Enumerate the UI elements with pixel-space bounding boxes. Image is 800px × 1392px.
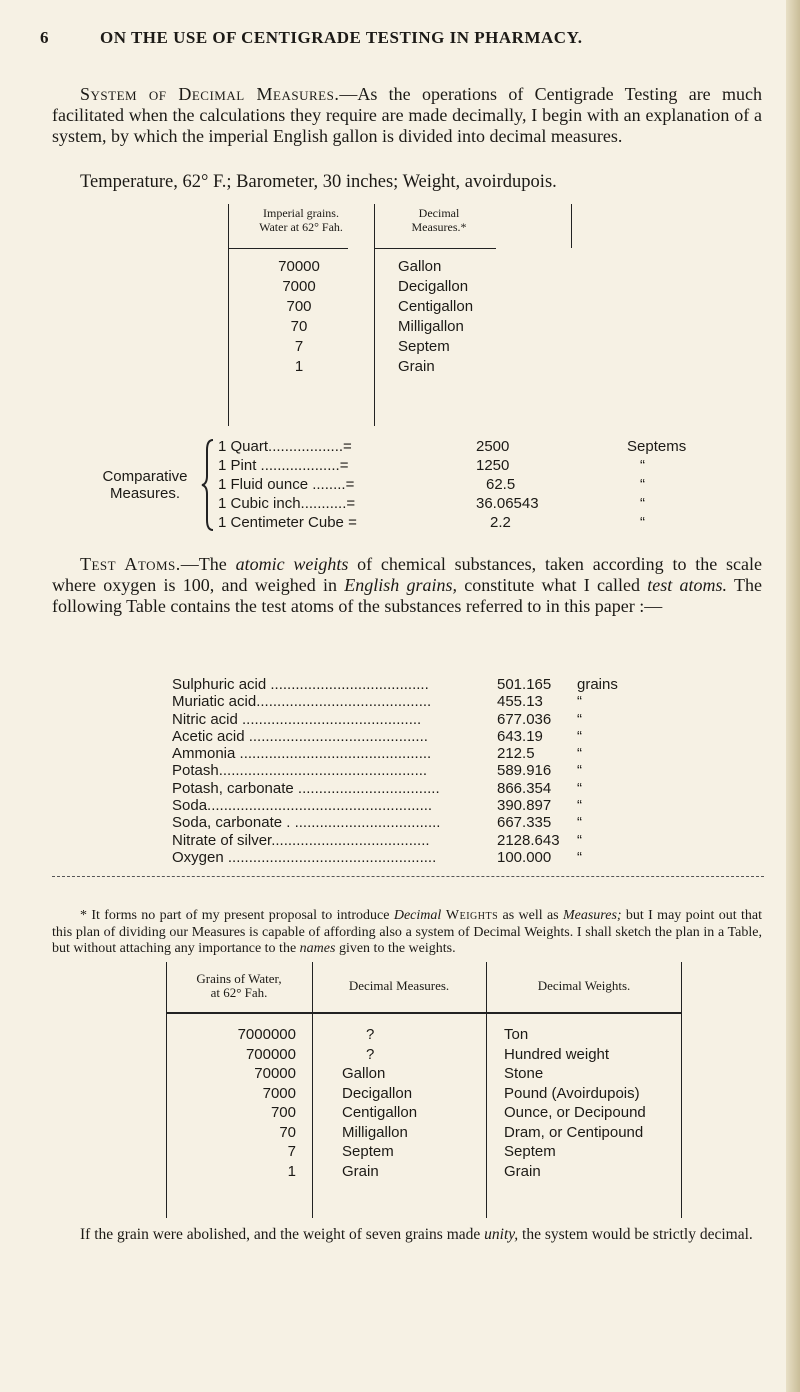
- comparative-value: 36.06543: [476, 495, 539, 512]
- table1-measure: Septem: [398, 338, 450, 355]
- text: but I may point out that this plan of dividing our Measures is capable of affording also a system of Decimal Weights. I shall sketch the plan in a Table, but without attaching any importance to the: [52, 908, 762, 956]
- text: —The: [180, 554, 236, 574]
- table2-weight: Stone: [504, 1065, 544, 1082]
- comparative-item: 1 Centimeter Cube =: [218, 514, 357, 531]
- atom-row: [172, 745, 692, 762]
- emphasis: Measures;: [562, 908, 622, 923]
- table1-measure: Milligallon: [398, 318, 464, 335]
- header-line: Imperial grains.: [263, 206, 339, 220]
- comparative-unit: “: [640, 495, 645, 512]
- atom-name: Acetic acid ...........................................: [172, 727, 428, 745]
- emphasis: names: [299, 941, 336, 956]
- footnote: [52, 908, 762, 958]
- table1-measure: Grain: [398, 358, 435, 375]
- atom-unit: “: [577, 831, 582, 849]
- table1-col1-header: [228, 206, 374, 234]
- atom-unit: “: [577, 710, 582, 728]
- text: given to the weights.: [335, 941, 456, 956]
- intro-paragraph: [52, 84, 762, 147]
- table2-weight: Dram, or Centipound: [504, 1123, 644, 1141]
- atom-unit: “: [577, 762, 582, 780]
- table2-grains: 70000: [254, 1065, 296, 1082]
- text: The following Table contains the test atoms of the substances referred to in this paper :—: [52, 575, 762, 616]
- text: of chemical substances, taken according to the scale where oxygen is 100, and weighed in: [52, 554, 762, 595]
- atom-name: Soda......................................................: [172, 797, 433, 815]
- emphasis: atomic weights: [235, 554, 349, 574]
- atom-value: 455.13: [497, 693, 543, 711]
- atom-unit: grains: [577, 676, 618, 693]
- table1-grains: 7: [294, 338, 304, 355]
- atom-value: 501.165: [497, 676, 552, 693]
- comparative-unit: “: [640, 457, 645, 474]
- emphasis: Decimal: [393, 908, 442, 923]
- table2-weight: Hundred weight: [504, 1045, 610, 1063]
- comparative-item: 1 Quart..................=: [218, 438, 352, 455]
- table2-measure: Decigallon: [342, 1084, 413, 1102]
- atom-row: [172, 693, 692, 710]
- comparative-item: 1 Pint ...................=: [218, 457, 349, 474]
- table2-measure: Milligallon: [342, 1123, 408, 1141]
- atom-name: Potash..................................................: [172, 762, 428, 780]
- header-line: Measures.*: [411, 220, 467, 234]
- header-line: Decimal: [418, 206, 460, 220]
- label-line: Measures.: [109, 485, 181, 502]
- comparative-value: 1250: [476, 457, 510, 474]
- atom-unit: “: [577, 797, 582, 815]
- label-line: Comparative: [102, 468, 188, 485]
- atom-row: [172, 849, 692, 866]
- test-atoms-table: [172, 676, 692, 866]
- table1-grains: 700: [286, 298, 312, 315]
- table2-weight: Ounce, or Decipound: [504, 1104, 646, 1121]
- text: It forms no part of my present proposal to introduce: [87, 908, 394, 923]
- table2-grains: 7: [287, 1143, 296, 1160]
- table2-col1-header: [166, 972, 312, 1000]
- table1-measure: Decigallon: [398, 278, 469, 295]
- comparative-value: 2500: [476, 438, 510, 455]
- atom-value: 643.19: [497, 727, 543, 745]
- text: Weights: [441, 908, 499, 923]
- table2-measure: Septem: [342, 1143, 394, 1160]
- atom-name: Nitric acid ...........................................: [172, 710, 422, 728]
- test-atoms-paragraph: [52, 554, 762, 617]
- curly-brace-icon: [200, 438, 216, 532]
- comparative-label: [90, 468, 200, 502]
- table2-col3-header: Decimal Weights.: [537, 978, 631, 993]
- table1-grains: 7000: [282, 278, 316, 295]
- atom-row: [172, 832, 692, 849]
- atom-name: Sulphuric acid ......................................: [172, 676, 429, 693]
- comparative-value: 62.5: [486, 476, 516, 493]
- table1-grains: 70000: [278, 258, 320, 275]
- table1-measure: Gallon: [398, 258, 442, 275]
- emphasis: English grains,: [344, 575, 458, 595]
- comparative-unit: “: [640, 514, 645, 531]
- table2-measure: ?: [366, 1045, 375, 1063]
- table2-measure: Gallon: [342, 1065, 386, 1082]
- emphasis: unity,: [484, 1226, 519, 1243]
- atom-unit: “: [577, 693, 582, 711]
- atom-row: [172, 728, 692, 745]
- running-header: [40, 28, 770, 48]
- decimal-measures-table: [228, 204, 572, 426]
- atom-row: [172, 676, 692, 693]
- running-title: ON THE USE OF CENTIGRADE TESTING IN PHARMACY.: [100, 28, 583, 47]
- table2-weight: Septem: [504, 1143, 556, 1160]
- table2-grains: 700: [270, 1104, 296, 1121]
- header-line: Water at 62° Fah.: [259, 220, 343, 234]
- atom-name: Muriatic acid..........................................: [172, 693, 432, 711]
- table2-grains: 7000000: [237, 1026, 296, 1043]
- comparative-unit: “: [640, 476, 645, 493]
- atom-name: Potash, carbonate ..................................: [172, 779, 440, 797]
- table1-grains: 1: [294, 358, 304, 375]
- text: constitute what I called: [457, 575, 648, 595]
- table2-grains: 7000: [262, 1084, 296, 1102]
- footnote-marker: *: [80, 908, 87, 923]
- table2-weight: Ton: [504, 1026, 529, 1043]
- emphasis: test atoms.: [647, 575, 728, 595]
- comparative-item: 1 Fluid ounce ........=: [218, 476, 355, 493]
- text: the system would be strictly decimal.: [518, 1226, 753, 1243]
- text: If the grain were abolished, and the weight of seven grains made: [80, 1226, 485, 1243]
- divider: [52, 876, 764, 877]
- table2-measure: ?: [366, 1026, 375, 1043]
- header-line: at 62° Fah.: [210, 985, 268, 1000]
- atom-row: [172, 814, 692, 831]
- header-line: Grains of Water,: [196, 971, 282, 986]
- atom-value: 100.000: [497, 848, 552, 866]
- table2-measure: Centigallon: [342, 1104, 418, 1121]
- table1-grains: 70: [290, 318, 308, 335]
- table1-col2-header: [374, 206, 504, 234]
- atom-value: 212.5: [497, 745, 535, 763]
- section-heading: System of Decimal Measures.: [80, 84, 340, 104]
- table2-grains: 1: [287, 1162, 296, 1180]
- atom-name: Soda, carbonate . ...................................: [172, 814, 441, 832]
- atom-unit: “: [577, 779, 582, 797]
- table1-measure: Centigallon: [398, 298, 474, 315]
- atom-value: 2128.643: [497, 831, 560, 849]
- atom-unit: “: [577, 727, 582, 745]
- page-edge: [786, 0, 800, 1392]
- atom-name: Nitrate of silver......................................: [172, 831, 430, 849]
- atom-name: Oxygen ..................................................: [172, 848, 437, 866]
- atom-value: 589.916: [497, 762, 552, 780]
- atom-name: Ammonia ..............................................: [172, 745, 432, 763]
- table2-grains: 70: [279, 1123, 296, 1141]
- atom-unit: “: [577, 814, 582, 832]
- comparative-item: 1 Cubic inch...........=: [218, 495, 356, 512]
- intro-text: —As the operations of Centigrade Testing are much facilitated when the calculations they require are made decimally, I begin with an explanation of a system, by which the imperial English gallon is divided into decimal measures.: [52, 84, 763, 146]
- atom-row: [172, 797, 692, 814]
- atom-unit: “: [577, 848, 582, 866]
- atom-row: [172, 762, 692, 779]
- comparative-unit: Septems: [627, 438, 687, 455]
- atom-value: 677.036: [497, 710, 552, 728]
- atom-row: [172, 711, 692, 728]
- text: as well as: [498, 908, 563, 923]
- table2-weight: Grain: [504, 1162, 541, 1180]
- comparative-measures: [0, 436, 800, 544]
- atom-unit: “: [577, 745, 582, 763]
- table2-weight: Pound (Avoirdupois): [504, 1084, 640, 1102]
- table2-grains: 700000: [245, 1045, 296, 1063]
- decimal-weights-table: [166, 962, 682, 1218]
- table2-col2-header: Decimal Measures.: [348, 978, 450, 993]
- section-heading: Test Atoms.: [80, 554, 181, 574]
- page-number: 6: [40, 28, 49, 47]
- atom-value: 390.897: [497, 797, 552, 815]
- atom-row: [172, 780, 692, 797]
- conditions-line: Temperature, 62° F.; Barometer, 30 inches; Weight, avoirdupois.: [80, 172, 557, 192]
- atom-value: 667.335: [497, 814, 552, 832]
- table2-measure: Grain: [342, 1162, 379, 1180]
- closing-paragraph: [52, 1226, 764, 1244]
- comparative-value: 2.2: [490, 514, 511, 531]
- atom-value: 866.354: [497, 779, 552, 797]
